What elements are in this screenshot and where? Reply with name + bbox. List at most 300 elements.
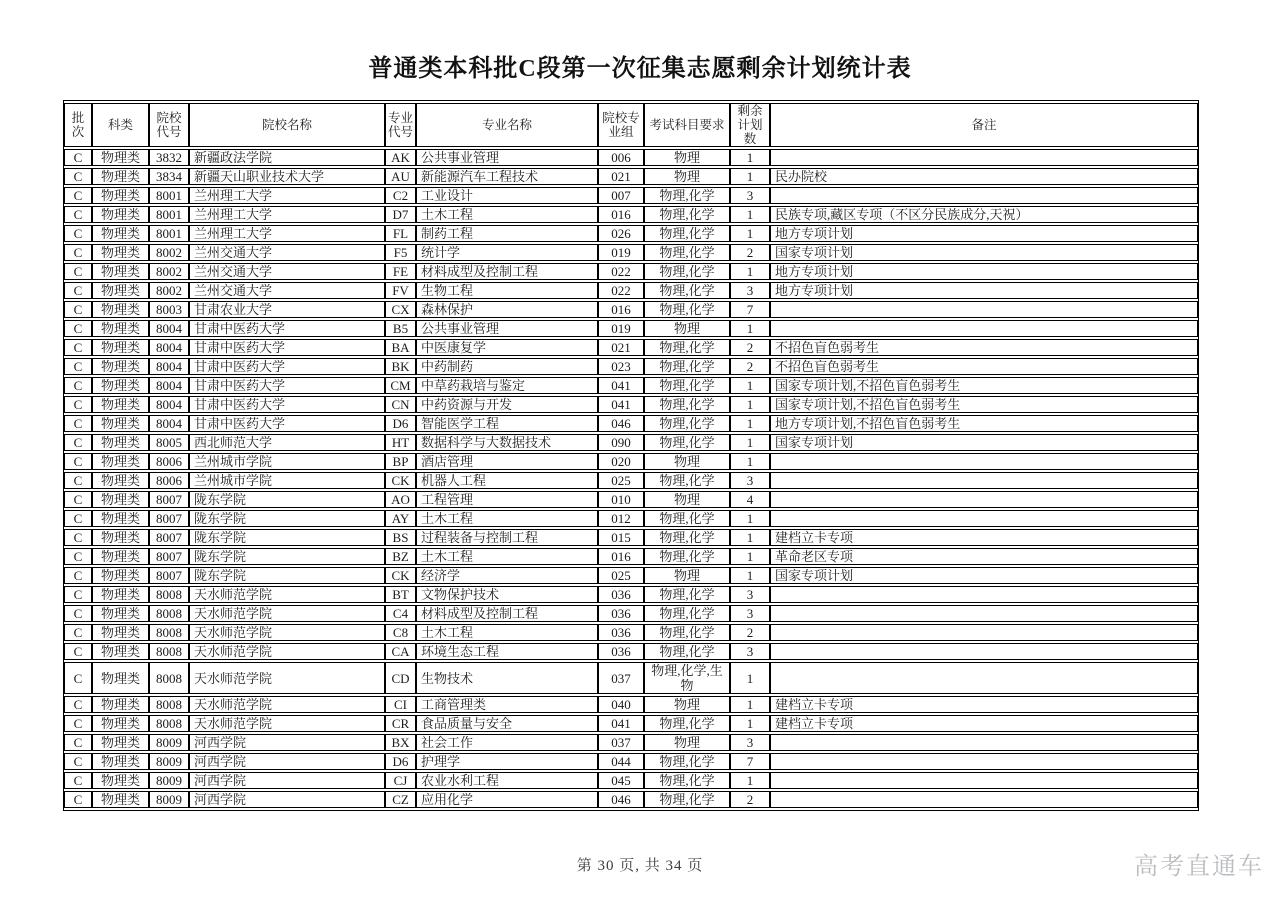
table-row xyxy=(64,643,1198,660)
table-cell: 1 xyxy=(730,415,770,432)
table-row xyxy=(64,586,1198,603)
table-cell: 016 xyxy=(598,301,644,318)
table-cell: 物理,化学 xyxy=(644,225,730,242)
table-cell: C xyxy=(64,263,92,280)
table-cell: 物理,化学,生物 xyxy=(644,662,730,694)
table-cell: 土木工程 xyxy=(416,510,598,527)
table-cell: 中医康复学 xyxy=(416,339,598,356)
table-cell: 8008 xyxy=(149,696,189,713)
table-cell: C xyxy=(64,225,92,242)
table-cell: 物理类 xyxy=(92,225,149,242)
table-cell: 8006 xyxy=(149,472,189,489)
column-header: 考试科目要求 xyxy=(644,103,730,147)
table-cell: 1 xyxy=(730,225,770,242)
table-cell: 建档立卡专项 xyxy=(770,696,1198,713)
table-cell: 物理,化学 xyxy=(644,510,730,527)
table-cell: 1 xyxy=(730,453,770,470)
remaining-plan-table xyxy=(63,100,1199,811)
table-cell: 8002 xyxy=(149,244,189,261)
table-cell: 护理学 xyxy=(416,753,598,770)
table-cell: 3 xyxy=(730,187,770,204)
table-cell: 041 xyxy=(598,377,644,394)
table-cell: 经济学 xyxy=(416,567,598,584)
table-cell: 工程管理 xyxy=(416,491,598,508)
table-cell: D7 xyxy=(385,206,416,223)
table-cell xyxy=(770,320,1198,337)
table-cell: 河西学院 xyxy=(189,791,385,808)
table-cell: 8007 xyxy=(149,510,189,527)
table-cell: 物理,化学 xyxy=(644,339,730,356)
table-body xyxy=(64,149,1198,808)
table-cell: 8001 xyxy=(149,187,189,204)
table-cell xyxy=(770,187,1198,204)
table-cell: 8001 xyxy=(149,225,189,242)
table-row xyxy=(64,472,1198,489)
table-row xyxy=(64,696,1198,713)
table-cell: C xyxy=(64,149,92,166)
table-cell: 020 xyxy=(598,453,644,470)
table-cell: 物理类 xyxy=(92,567,149,584)
table-cell: 8008 xyxy=(149,586,189,603)
table-cell xyxy=(770,734,1198,751)
table-cell: C xyxy=(64,339,92,356)
table-cell: 物理,化学 xyxy=(644,624,730,641)
table-cell: 生物技术 xyxy=(416,662,598,694)
table-cell: 地方专项计划,不招色盲色弱考生 xyxy=(770,415,1198,432)
table-cell: 1 xyxy=(730,662,770,694)
table-cell: 090 xyxy=(598,434,644,451)
table-cell: 物理类 xyxy=(92,696,149,713)
table-cell: C xyxy=(64,624,92,641)
table-row xyxy=(64,282,1198,299)
table-cell: CD xyxy=(385,662,416,694)
table-cell xyxy=(770,605,1198,622)
table-cell: 天水师范学院 xyxy=(189,715,385,732)
table-cell: 3 xyxy=(730,734,770,751)
table-row xyxy=(64,491,1198,508)
table-cell xyxy=(770,643,1198,660)
table-cell: 物理类 xyxy=(92,168,149,185)
table-cell: 甘肃中医药大学 xyxy=(189,415,385,432)
table-cell: C xyxy=(64,662,92,694)
table-row xyxy=(64,187,1198,204)
table-cell: 物理 xyxy=(644,567,730,584)
table-cell: 物理类 xyxy=(92,358,149,375)
page-number: 第 30 页, 共 34 页 xyxy=(576,858,704,874)
table-cell: CZ xyxy=(385,791,416,808)
table-cell: 农业水利工程 xyxy=(416,772,598,789)
table-row xyxy=(64,662,1198,694)
table-cell: 物理 xyxy=(644,168,730,185)
table-cell: 036 xyxy=(598,643,644,660)
column-header: 院校代号 xyxy=(149,103,189,147)
table-row xyxy=(64,624,1198,641)
table-row xyxy=(64,339,1198,356)
table-cell: C xyxy=(64,791,92,808)
table-row xyxy=(64,244,1198,261)
table-cell: C4 xyxy=(385,605,416,622)
table-row xyxy=(64,377,1198,394)
table-cell: C xyxy=(64,415,92,432)
table-cell: 兰州交通大学 xyxy=(189,282,385,299)
table-row xyxy=(64,149,1198,166)
table-cell: 甘肃中医药大学 xyxy=(189,396,385,413)
table-cell: 8006 xyxy=(149,453,189,470)
table-cell: 1 xyxy=(730,377,770,394)
table-cell: BS xyxy=(385,529,416,546)
table-cell: C xyxy=(64,244,92,261)
table-cell: C xyxy=(64,696,92,713)
table-cell: CJ xyxy=(385,772,416,789)
table-cell: 食品质量与安全 xyxy=(416,715,598,732)
table-row xyxy=(64,510,1198,527)
table-cell: BA xyxy=(385,339,416,356)
table-cell: 4 xyxy=(730,491,770,508)
table-cell: 土木工程 xyxy=(416,624,598,641)
table-cell: C xyxy=(64,734,92,751)
table-cell: 3834 xyxy=(149,168,189,185)
table-cell: 046 xyxy=(598,415,644,432)
table-cell: 物理,化学 xyxy=(644,529,730,546)
table-cell: 国家专项计划 xyxy=(770,434,1198,451)
table-cell: 河西学院 xyxy=(189,734,385,751)
table-cell: 物理类 xyxy=(92,510,149,527)
table-row xyxy=(64,772,1198,789)
table-cell: 建档立卡专项 xyxy=(770,529,1198,546)
table-cell: 社会工作 xyxy=(416,734,598,751)
table-cell: 8002 xyxy=(149,282,189,299)
table-cell: 物理类 xyxy=(92,415,149,432)
table-cell: 1 xyxy=(730,149,770,166)
table-cell: 036 xyxy=(598,624,644,641)
table-row xyxy=(64,263,1198,280)
table-cell: 森林保护 xyxy=(416,301,598,318)
table-cell: 物理,化学 xyxy=(644,791,730,808)
table-cell xyxy=(770,791,1198,808)
table-cell: 040 xyxy=(598,696,644,713)
table-cell: C xyxy=(64,320,92,337)
table-cell: CM xyxy=(385,377,416,394)
table-cell: 环境生态工程 xyxy=(416,643,598,660)
table-cell: 中药资源与开发 xyxy=(416,396,598,413)
table-cell: 陇东学院 xyxy=(189,510,385,527)
table-cell: 1 xyxy=(730,715,770,732)
table-cell: 物理,化学 xyxy=(644,244,730,261)
table-cell: 物理,化学 xyxy=(644,396,730,413)
table-cell: 物理类 xyxy=(92,734,149,751)
table-cell: 物理,化学 xyxy=(644,377,730,394)
table-cell: 1 xyxy=(730,567,770,584)
table-row xyxy=(64,715,1198,732)
table-cell: 陇东学院 xyxy=(189,548,385,565)
table-cell: 8004 xyxy=(149,396,189,413)
table-cell: 物理类 xyxy=(92,320,149,337)
table-cell: BP xyxy=(385,453,416,470)
table-cell: 物理类 xyxy=(92,244,149,261)
table-row xyxy=(64,301,1198,318)
table-cell: 物理类 xyxy=(92,187,149,204)
column-header: 备注 xyxy=(770,103,1198,147)
table-cell: HT xyxy=(385,434,416,451)
table-cell: 工商管理类 xyxy=(416,696,598,713)
table-cell: 地方专项计划 xyxy=(770,225,1198,242)
table-cell: D6 xyxy=(385,415,416,432)
table-cell: 8002 xyxy=(149,263,189,280)
table-row xyxy=(64,396,1198,413)
table-cell: C xyxy=(64,301,92,318)
table-cell: 1 xyxy=(730,263,770,280)
table-cell: C xyxy=(64,168,92,185)
table-cell: C xyxy=(64,529,92,546)
table-cell: 物理类 xyxy=(92,548,149,565)
table-cell: 1 xyxy=(730,396,770,413)
table-cell: 016 xyxy=(598,548,644,565)
table-cell: 国家专项计划,不招色盲色弱考生 xyxy=(770,396,1198,413)
table-cell: 8004 xyxy=(149,339,189,356)
table-cell: 革命老区专项 xyxy=(770,548,1198,565)
table-cell: 1 xyxy=(730,434,770,451)
table-cell: C xyxy=(64,491,92,508)
table-cell: 2 xyxy=(730,624,770,641)
table-cell: 019 xyxy=(598,244,644,261)
table-row xyxy=(64,605,1198,622)
table-cell: 3 xyxy=(730,282,770,299)
table-cell: 物理类 xyxy=(92,263,149,280)
table-cell: D6 xyxy=(385,753,416,770)
table-cell: BK xyxy=(385,358,416,375)
table-cell: 国家专项计划,不招色盲色弱考生 xyxy=(770,377,1198,394)
table-cell: 3 xyxy=(730,472,770,489)
table-cell: 天水师范学院 xyxy=(189,624,385,641)
table-cell: 037 xyxy=(598,662,644,694)
table-cell: 025 xyxy=(598,567,644,584)
table-cell: 8001 xyxy=(149,206,189,223)
table-cell: 8008 xyxy=(149,605,189,622)
table-row xyxy=(64,320,1198,337)
table-cell: 044 xyxy=(598,753,644,770)
table-row xyxy=(64,753,1198,770)
table-cell: 兰州城市学院 xyxy=(189,472,385,489)
table-cell: 不招色盲色弱考生 xyxy=(770,358,1198,375)
table-cell: 物理,化学 xyxy=(644,772,730,789)
table-cell: 物理类 xyxy=(92,453,149,470)
table-cell: 物理,化学 xyxy=(644,548,730,565)
table-cell: 2 xyxy=(730,244,770,261)
table-cell: 陇东学院 xyxy=(189,491,385,508)
table-cell: 7 xyxy=(730,753,770,770)
table-cell xyxy=(770,149,1198,166)
table-cell: 数据科学与大数据技术 xyxy=(416,434,598,451)
table-cell: 3 xyxy=(730,643,770,660)
table-cell: 006 xyxy=(598,149,644,166)
table-cell: C8 xyxy=(385,624,416,641)
table-cell: BZ xyxy=(385,548,416,565)
table-cell: 兰州交通大学 xyxy=(189,263,385,280)
table-cell: 016 xyxy=(598,206,644,223)
table-cell xyxy=(770,510,1198,527)
table-cell xyxy=(770,753,1198,770)
table-cell: 物理,化学 xyxy=(644,415,730,432)
table-cell: C xyxy=(64,567,92,584)
table-cell: AK xyxy=(385,149,416,166)
table-cell xyxy=(770,586,1198,603)
table-cell: 兰州理工大学 xyxy=(189,225,385,242)
table-cell: FL xyxy=(385,225,416,242)
table-cell: 新疆政法学院 xyxy=(189,149,385,166)
table-cell: 8007 xyxy=(149,491,189,508)
table-cell: 不招色盲色弱考生 xyxy=(770,339,1198,356)
table-cell: 新疆天山职业技术大学 xyxy=(189,168,385,185)
table-cell: AY xyxy=(385,510,416,527)
table-row xyxy=(64,567,1198,584)
table-cell: 8009 xyxy=(149,753,189,770)
table-cell: FV xyxy=(385,282,416,299)
table-cell: 物理,化学 xyxy=(644,434,730,451)
column-header: 专业代号 xyxy=(385,103,416,147)
table-cell: 土木工程 xyxy=(416,206,598,223)
table-header-row xyxy=(64,103,1198,147)
table-cell: 8009 xyxy=(149,791,189,808)
table-cell: 物理,化学 xyxy=(644,358,730,375)
table-cell: CR xyxy=(385,715,416,732)
table-cell: 文物保护技术 xyxy=(416,586,598,603)
table-cell: 物理,化学 xyxy=(644,586,730,603)
table-cell xyxy=(770,453,1198,470)
table-cell: 物理 xyxy=(644,491,730,508)
table-cell: C xyxy=(64,282,92,299)
table-cell: 8004 xyxy=(149,377,189,394)
table-cell: 机器人工程 xyxy=(416,472,598,489)
table-cell: 工业设计 xyxy=(416,187,598,204)
table-cell: 物理,化学 xyxy=(644,643,730,660)
table-cell: 民办院校 xyxy=(770,168,1198,185)
table-cell: 1 xyxy=(730,772,770,789)
table-cell: 酒店管理 xyxy=(416,453,598,470)
table-row xyxy=(64,415,1198,432)
table-cell: 物理,化学 xyxy=(644,605,730,622)
table-cell: 物理,化学 xyxy=(644,187,730,204)
table-cell: C xyxy=(64,605,92,622)
table-cell: 河西学院 xyxy=(189,772,385,789)
table-cell: 应用化学 xyxy=(416,791,598,808)
watermark: 高考直通车 xyxy=(1134,853,1264,880)
table-cell: 1 xyxy=(730,529,770,546)
column-header: 科类 xyxy=(92,103,149,147)
table-cell: 019 xyxy=(598,320,644,337)
table-cell: CN xyxy=(385,396,416,413)
column-header: 院校专业组 xyxy=(598,103,644,147)
table-cell: 中草药栽培与鉴定 xyxy=(416,377,598,394)
table-cell: 兰州理工大学 xyxy=(189,187,385,204)
table-cell: 物理类 xyxy=(92,753,149,770)
table-cell: 甘肃中医药大学 xyxy=(189,377,385,394)
table-cell: 1 xyxy=(730,320,770,337)
table-cell: C xyxy=(64,753,92,770)
table-cell: 3 xyxy=(730,605,770,622)
table-cell: 8004 xyxy=(149,320,189,337)
table-cell xyxy=(770,491,1198,508)
table-cell: 陇东学院 xyxy=(189,529,385,546)
table-cell xyxy=(770,472,1198,489)
table-cell: AO xyxy=(385,491,416,508)
table-cell: 新能源汽车工程技术 xyxy=(416,168,598,185)
table-cell: 物理类 xyxy=(92,772,149,789)
table-cell: 陇东学院 xyxy=(189,567,385,584)
table-cell: 物理类 xyxy=(92,282,149,299)
table-cell: 地方专项计划 xyxy=(770,263,1198,280)
table-cell: 8008 xyxy=(149,662,189,694)
table-row xyxy=(64,225,1198,242)
table-cell: 物理,化学 xyxy=(644,472,730,489)
table-row xyxy=(64,791,1198,808)
table-cell: 材料成型及控制工程 xyxy=(416,605,598,622)
table-cell: C xyxy=(64,377,92,394)
table-cell: C xyxy=(64,510,92,527)
table-cell: 物理,化学 xyxy=(644,753,730,770)
table-cell: 智能医学工程 xyxy=(416,415,598,432)
table-cell: 物理类 xyxy=(92,472,149,489)
table-cell: 3 xyxy=(730,586,770,603)
table-row xyxy=(64,529,1198,546)
table-row xyxy=(64,168,1198,185)
table-cell: 物理类 xyxy=(92,396,149,413)
table-cell: 物理,化学 xyxy=(644,282,730,299)
table-cell: 8005 xyxy=(149,434,189,451)
table-cell: 公共事业管理 xyxy=(416,149,598,166)
table-cell: 甘肃中医药大学 xyxy=(189,358,385,375)
table-cell: 041 xyxy=(598,715,644,732)
table-row xyxy=(64,453,1198,470)
table-cell: 022 xyxy=(598,263,644,280)
table-cell: 国家专项计划 xyxy=(770,567,1198,584)
table-cell: 物理,化学 xyxy=(644,715,730,732)
table-cell: 015 xyxy=(598,529,644,546)
column-header: 院校名称 xyxy=(189,103,385,147)
table-cell: 民族专项,藏区专项（不区分民族成分,天祝） xyxy=(770,206,1198,223)
table-cell: 物理类 xyxy=(92,377,149,394)
table-cell: 007 xyxy=(598,187,644,204)
table-cell: 8007 xyxy=(149,548,189,565)
table-cell: BT xyxy=(385,586,416,603)
table-cell: 公共事业管理 xyxy=(416,320,598,337)
table-cell: B5 xyxy=(385,320,416,337)
table-cell: 041 xyxy=(598,396,644,413)
table-cell: 012 xyxy=(598,510,644,527)
table-cell: 建档立卡专项 xyxy=(770,715,1198,732)
table-cell: 天水师范学院 xyxy=(189,605,385,622)
table-cell: 1 xyxy=(730,206,770,223)
table-cell: 8008 xyxy=(149,624,189,641)
table-cell: C xyxy=(64,396,92,413)
table-cell: 7 xyxy=(730,301,770,318)
table-cell: 1 xyxy=(730,548,770,565)
table-cell: 物理,化学 xyxy=(644,206,730,223)
table-cell: 甘肃农业大学 xyxy=(189,301,385,318)
table-cell: 026 xyxy=(598,225,644,242)
table-cell: 河西学院 xyxy=(189,753,385,770)
table-row xyxy=(64,548,1198,565)
table-cell: C xyxy=(64,586,92,603)
table-cell: 物理 xyxy=(644,320,730,337)
table-cell: 8004 xyxy=(149,415,189,432)
table-row xyxy=(64,206,1198,223)
table-cell: C xyxy=(64,772,92,789)
table-cell: 物理类 xyxy=(92,491,149,508)
table-cell: 天水师范学院 xyxy=(189,662,385,694)
table-cell: CA xyxy=(385,643,416,660)
table-cell: 地方专项计划 xyxy=(770,282,1198,299)
table-row xyxy=(64,434,1198,451)
